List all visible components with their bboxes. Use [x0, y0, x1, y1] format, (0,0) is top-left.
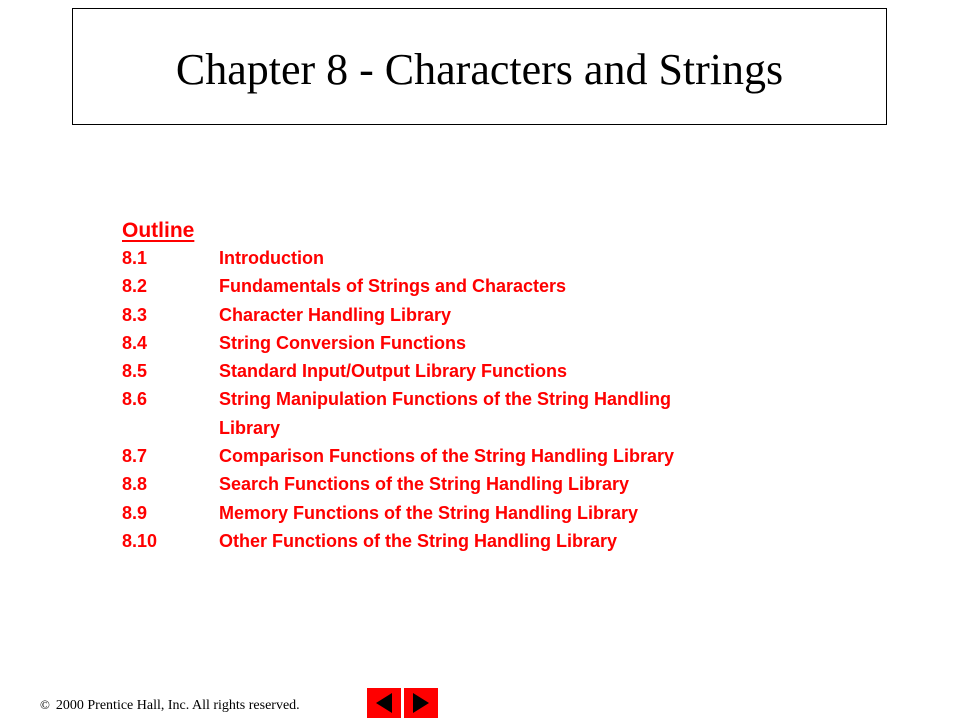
previous-slide-button[interactable] — [367, 688, 401, 718]
outline-item-text: Search Functions of the String Handling Library — [219, 474, 630, 495]
outline-item — [122, 470, 842, 498]
copyright-icon: © — [40, 697, 50, 712]
outline-item-number: 8.8 — [122, 474, 148, 495]
outline-heading: Outline — [122, 219, 195, 242]
outline-item — [122, 272, 842, 300]
outline-item-text: Other Functions of the String Handling Library — [219, 530, 618, 551]
slide-title: Chapter 8 - Characters and Strings — [175, 45, 784, 94]
outline-item — [122, 329, 842, 357]
outline-item — [122, 244, 842, 272]
outline-item — [122, 527, 842, 555]
outline-item-text: Standard Input/Output Library Functions — [219, 361, 567, 382]
outline-item-text: Memory Functions of the String Handling Library — [219, 502, 639, 523]
outline-item-number: 8.1 — [122, 248, 148, 268]
outline-item-number: 8.3 — [122, 304, 148, 325]
outline-item — [122, 442, 842, 470]
title-box — [72, 8, 887, 125]
outline-item — [122, 357, 842, 385]
outline-item-number: 8.2 — [122, 276, 148, 297]
outline-item-text: Library — [219, 417, 281, 438]
outline-item-text: Fundamentals of Strings and Characters — [219, 276, 567, 297]
outline-item-text: Character Handling Library — [219, 304, 452, 325]
outline-item-number: 8.5 — [122, 361, 148, 382]
outline-item — [122, 301, 842, 329]
outline-item-number: 8.9 — [122, 502, 148, 523]
outline-item-number: 8.10 — [122, 530, 158, 551]
left-arrow-icon — [367, 688, 401, 718]
outline-item-number: 8.6 — [122, 389, 148, 410]
outline-item-text: Introduction — [219, 248, 324, 268]
right-arrow-icon — [404, 688, 438, 718]
copyright-footer — [40, 697, 300, 714]
outline-item-text: String Conversion Functions — [219, 332, 467, 353]
outline-item-text: Comparison Functions of the String Handling Library — [219, 446, 675, 467]
outline-item — [122, 499, 842, 527]
copyright-text: 2000 Prentice Hall, Inc. All rights reserved. — [55, 698, 300, 713]
outline — [122, 218, 842, 555]
next-slide-button[interactable] — [404, 688, 438, 718]
outline-item-number-spacer — [122, 414, 219, 442]
outline-item-continuation — [122, 414, 842, 442]
outline-item — [122, 385, 842, 413]
outline-item-number: 8.4 — [122, 332, 148, 353]
outline-item-text: String Manipulation Functions of the String Handling — [219, 389, 671, 410]
outline-item-number: 8.7 — [122, 446, 148, 467]
